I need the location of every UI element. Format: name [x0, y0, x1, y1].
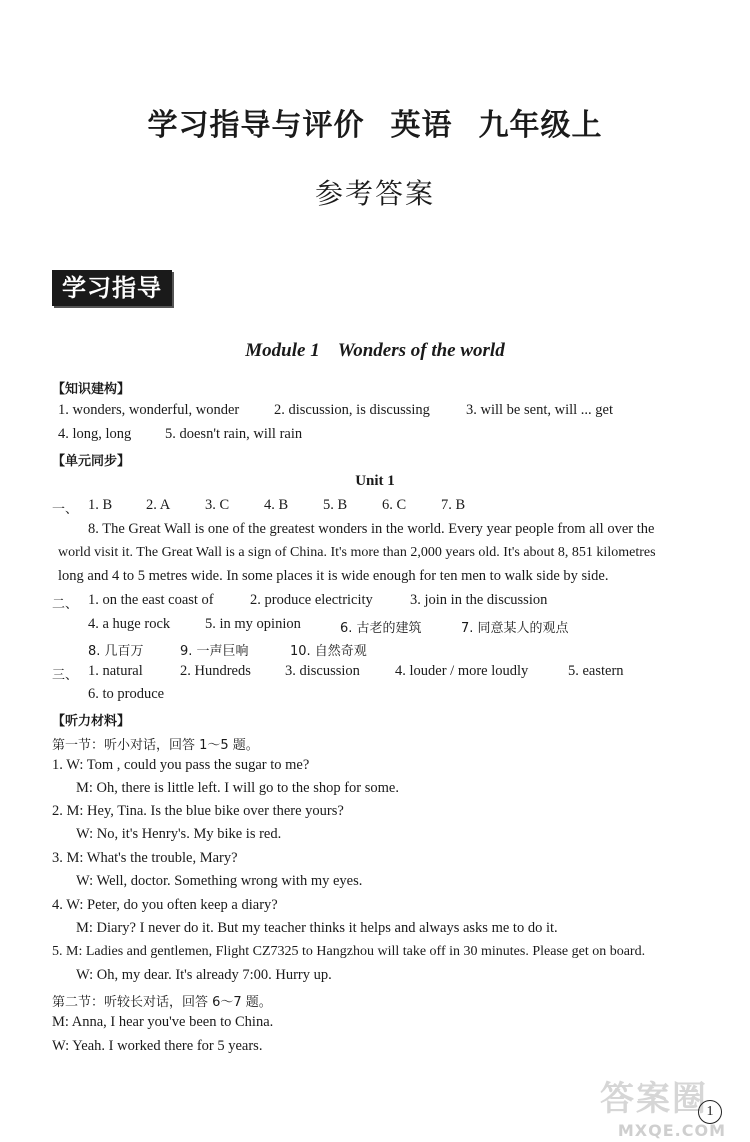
phrase-answer: 3. join in the discussion — [410, 592, 548, 608]
dialogue-line: 2. M: Hey, Tina. Is the blue bike over there yours? — [52, 803, 344, 819]
phrase-answer: 1. on the east coast of — [88, 592, 214, 608]
dialogue-line: 3. M: What's the trouble, Mary? — [52, 850, 238, 866]
answer-key-subtitle: 参考答案 — [314, 179, 435, 210]
phrase-answer: 9. 一声巨响 — [180, 644, 249, 659]
mc-answer: 1. B — [88, 497, 113, 513]
dialogue-line: M: Diary? I never do it. But my teacher thinks it helps and always asks me to do it. — [76, 920, 558, 936]
part1-label: 一、 — [52, 502, 79, 517]
dialogue-line: W: Yeah. I worked there for 5 years. — [52, 1038, 263, 1054]
mc-answer: 6. C — [382, 497, 407, 513]
phrase-answer: 5. in my opinion — [205, 616, 301, 632]
dialogue-line: W: Well, doctor. Something wrong with my eyes. — [76, 873, 363, 889]
unit-title: Unit 1 — [355, 473, 395, 489]
dialogue-line: M: Anna, I hear you've been to China. — [52, 1014, 274, 1030]
title-part-b: 英语 — [390, 109, 453, 142]
dialogue-line: 5. M: Ladies and gentlemen, Flight CZ7325 to Hangzhou will take off in 30 minutes. Please get on board. — [52, 944, 646, 959]
dialogue-line: 4. W: Peter, do you often keep a diary? — [52, 897, 278, 913]
word-answer: 6. to produce — [88, 686, 165, 702]
word-answer: 4. louder / more loudly — [395, 663, 529, 679]
dialogue-line: 1. W: Tom , could you pass the sugar to me? — [52, 757, 310, 773]
paragraph-line: long and 4 to 5 metres wide. In some places it is wide enough for ten men to walk side by side. — [58, 568, 609, 584]
phrase-answer: 6. 古老的建筑 — [340, 621, 422, 636]
knowledge-answer: 3. will be sent, will ... get — [466, 402, 613, 418]
part3-label: 三、 — [52, 668, 79, 683]
paragraph-line: world visit it. The Great Wall is a sign of China. It's more than 2,000 years old. It's about 8, 851 kilometres — [58, 545, 656, 560]
dialogue-line: W: Oh, my dear. It's already 7:00. Hurry up. — [76, 967, 332, 983]
watermark-url: MXQE.COM — [617, 1121, 726, 1140]
phrase-answer: 8. 几百万 — [88, 644, 144, 659]
section-tag: 学习指导 — [52, 270, 172, 306]
knowledge-answer: 5. doesn't rain, will rain — [165, 426, 303, 442]
sync-heading: 【单元同步】 — [52, 454, 131, 469]
book-title — [0, 100, 750, 144]
mc-answer: 2. A — [146, 497, 171, 513]
mc-answer: 3. C — [205, 497, 230, 513]
mc-answer: 4. B — [264, 497, 289, 513]
mc-answer: 5. B — [323, 497, 348, 513]
dialogue-line: M: Oh, there is little left. I will go to the shop for some. — [76, 780, 399, 796]
phrase-answer: 7. 同意某人的观点 — [461, 621, 569, 636]
module-name: Wonders of the world — [337, 340, 505, 361]
listening-section-2: 第二节：听较长对话，回答 6～7 题。 — [52, 995, 272, 1010]
title-part-c: 九年级上 — [478, 109, 603, 142]
page-number: 1 — [698, 1100, 722, 1124]
word-answer: 2. Hundreds — [180, 663, 251, 679]
title-part-a: 学习指导与评价 — [147, 109, 365, 142]
dialogue-line: W: No, it's Henry's. My bike is red. — [76, 826, 282, 842]
phrase-answer: 2. produce electricity — [250, 592, 373, 608]
watermark-logo: 答案圈 — [600, 1079, 708, 1119]
knowledge-answer: 4. long, long — [58, 426, 132, 442]
module-number: Module 1 — [245, 340, 320, 361]
phrase-answer: 4. a huge rock — [88, 616, 171, 632]
word-answer: 5. eastern — [568, 663, 624, 679]
knowledge-answer: 1. wonders, wonderful, wonder — [58, 402, 240, 418]
phrase-answer: 10. 自然奇观 — [290, 644, 367, 659]
listening-heading: 【听力材料】 — [52, 714, 131, 729]
knowledge-answer: 2. discussion, is discussing — [274, 402, 430, 418]
part2-label: 二、 — [52, 597, 79, 612]
paragraph-line: 8. The Great Wall is one of the greatest wonders in the world. Every year people from all over the — [88, 521, 655, 537]
knowledge-heading: 【知识建构】 — [52, 382, 131, 397]
module-heading — [0, 340, 750, 362]
listening-section-1: 第一节：听小对话，回答 1～5 题。 — [52, 738, 259, 753]
word-answer: 1. natural — [88, 663, 143, 679]
word-answer: 3. discussion — [285, 663, 360, 679]
mc-answer: 7. B — [441, 497, 466, 513]
